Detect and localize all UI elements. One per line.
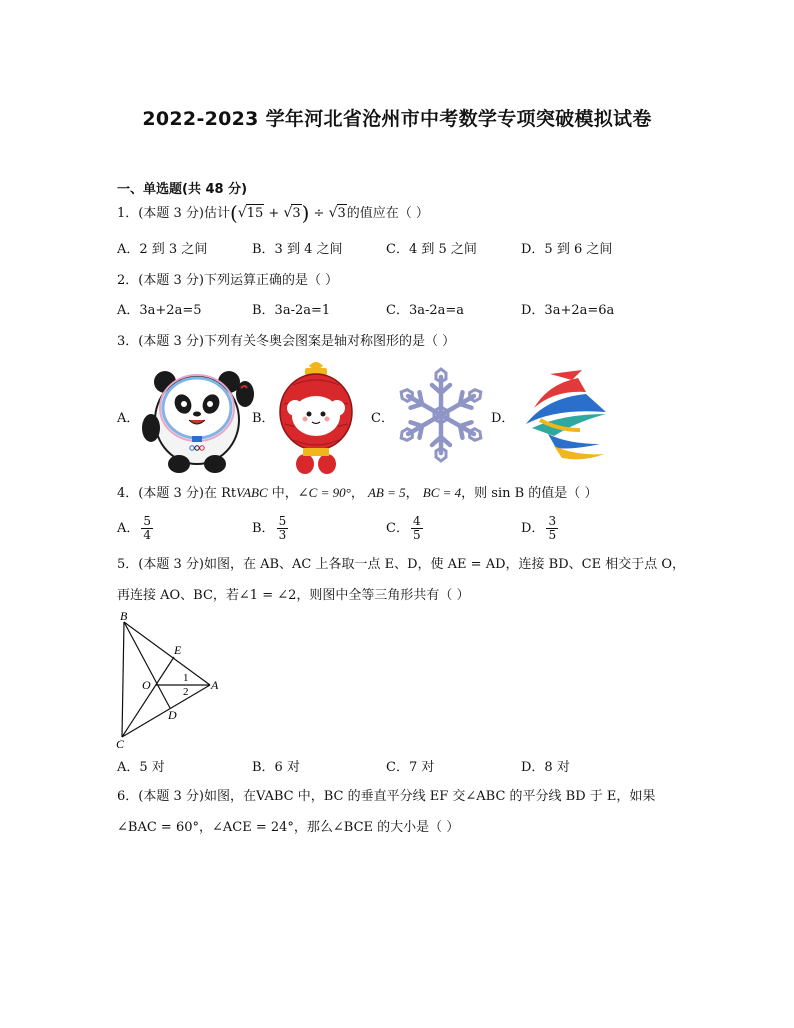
q1-open-paren: (	[229, 201, 238, 225]
q4-option-b-fraction	[277, 515, 289, 542]
q4-option-d-num: 3	[548, 514, 557, 528]
q5-option-b[interactable]: B．6 对	[252, 760, 300, 775]
fig-label-c: C	[116, 737, 125, 750]
q3-option-b[interactable]: B．	[252, 411, 275, 426]
section-heading: 一、单选题(共 48 分)	[117, 182, 248, 197]
q4-option-d[interactable]	[521, 515, 558, 542]
q2-option-d[interactable]: D．3a+2a=6a	[521, 303, 615, 318]
q4-condition-bc: BC = 4	[422, 485, 462, 500]
q1-option-a[interactable]: A．2 到 3 之间	[117, 242, 208, 257]
q5-geometry-figure	[112, 610, 222, 750]
q4-option-d-den: 5	[548, 528, 557, 542]
emblem-image	[520, 368, 620, 464]
question-4: 4．(本题 3 分)在 RtVABC 中，∠C = 90°， AB = 5， BC = 4，则 sin B 的值是（ ）	[117, 485, 598, 501]
q5-option-d[interactable]: D．8 对	[521, 760, 570, 775]
question-3: 3．(本题 3 分)下列有关冬奥会图案是轴对称图形的是（ ）	[117, 334, 456, 349]
q3-option-c[interactable]: C．	[371, 411, 394, 426]
q5-option-c[interactable]: C．7 对	[386, 760, 435, 775]
q2-option-b[interactable]: B．3a-2a=1	[252, 303, 331, 318]
fig-label-o: O	[142, 678, 151, 692]
fig-angle-2: 2	[183, 686, 189, 698]
q4-condition-ab: AB = 5	[367, 485, 406, 500]
fig-label-e: E	[174, 643, 182, 657]
q1-radicand-b: 3	[292, 206, 301, 221]
q4-option-a-label: A．	[117, 521, 140, 536]
fig-label-a: A	[211, 678, 219, 692]
q4-tail: ，则 sin B 的值是（ ）	[461, 486, 598, 501]
exam-title: 2022-2023 学年河北省沧州市中考数学专项突破模拟试卷	[142, 108, 652, 130]
question-1: 1．(本题 3 分)估计(√15 + √3) ÷ √3的值应在（ ）	[117, 201, 429, 225]
panda-mascot-image	[137, 362, 257, 474]
sqrt-icon: √	[283, 205, 293, 221]
q1-prefix: 1．(本题 3 分)估计	[117, 206, 230, 221]
q1-option-c[interactable]: C．4 到 5 之间	[386, 242, 477, 257]
q4-mid: 中，	[267, 486, 298, 501]
q1-radicand-c: 3	[337, 206, 346, 221]
q4-option-d-fraction	[546, 515, 558, 542]
q4-option-b-num: 5	[278, 514, 287, 528]
q2-option-a[interactable]: A．3a+2a=5	[117, 303, 202, 318]
q4-option-a-num: 5	[143, 514, 152, 528]
q4-condition-angle: ∠C = 90°	[297, 485, 351, 500]
q4-option-c-fraction	[411, 515, 423, 542]
question-6-line-1: 6．(本题 3 分)如图，在VABC 中，BC 的垂直平分线 EF 交∠ABC 的平分线 BD 于 E，如果	[117, 789, 656, 804]
q2-option-c[interactable]: C．3a-2a=a	[386, 303, 465, 318]
q4-option-c[interactable]	[386, 515, 423, 542]
q4-triangle: VABC	[236, 485, 268, 500]
snowflake-image	[395, 364, 487, 466]
q3-option-d[interactable]: D．	[491, 411, 515, 426]
q4-option-b-den: 3	[278, 528, 287, 542]
q4-option-c-label: C．	[386, 521, 409, 536]
question-2: 2．(本题 3 分)下列运算正确的是（ ）	[117, 273, 339, 288]
q1-radicand-a: 15	[246, 206, 264, 221]
q4-option-a[interactable]	[117, 515, 153, 542]
q4-option-b[interactable]	[252, 515, 288, 542]
q4-option-c-den: 5	[412, 528, 421, 542]
sqrt-icon: √	[237, 205, 247, 221]
q4-option-b-label: B．	[252, 521, 275, 536]
q1-suffix: 的值应在（ ）	[346, 206, 429, 221]
sqrt-icon: √	[328, 205, 338, 221]
q4-option-d-label: D．	[521, 521, 545, 536]
question-5-line-1: 5．(本题 3 分)如图，在 AB、AC 上各取一点 E、D，使 AE = AD，连接 BD、CE 相交于点 O，	[117, 557, 685, 572]
q1-close-paren: )	[301, 201, 310, 225]
fig-label-d: D	[168, 708, 177, 722]
question-5-line-2: 再连接 AO、BC，若∠1 = ∠2，则图中全等三角形共有（ ）	[117, 588, 470, 603]
q5-option-a[interactable]: A．5 对	[117, 760, 165, 775]
q4-option-c-num: 4	[412, 514, 421, 528]
q4-option-a-den: 4	[143, 528, 152, 542]
question-6-line-2: ∠BAC = 60°，∠ACE = 24°，那么∠BCE 的大小是（ ）	[117, 820, 460, 835]
q1-option-d[interactable]: D．5 到 6 之间	[521, 242, 613, 257]
q1-option-b[interactable]: B．3 到 4 之间	[252, 242, 343, 257]
fig-label-b: B	[120, 610, 128, 623]
q4-prefix: 4．(本题 3 分)在 Rt	[117, 486, 237, 501]
q3-option-a[interactable]: A．	[117, 411, 140, 426]
fig-angle-1: 1	[183, 672, 189, 684]
q4-option-a-fraction	[141, 515, 153, 542]
lantern-mascot-image	[275, 360, 357, 476]
